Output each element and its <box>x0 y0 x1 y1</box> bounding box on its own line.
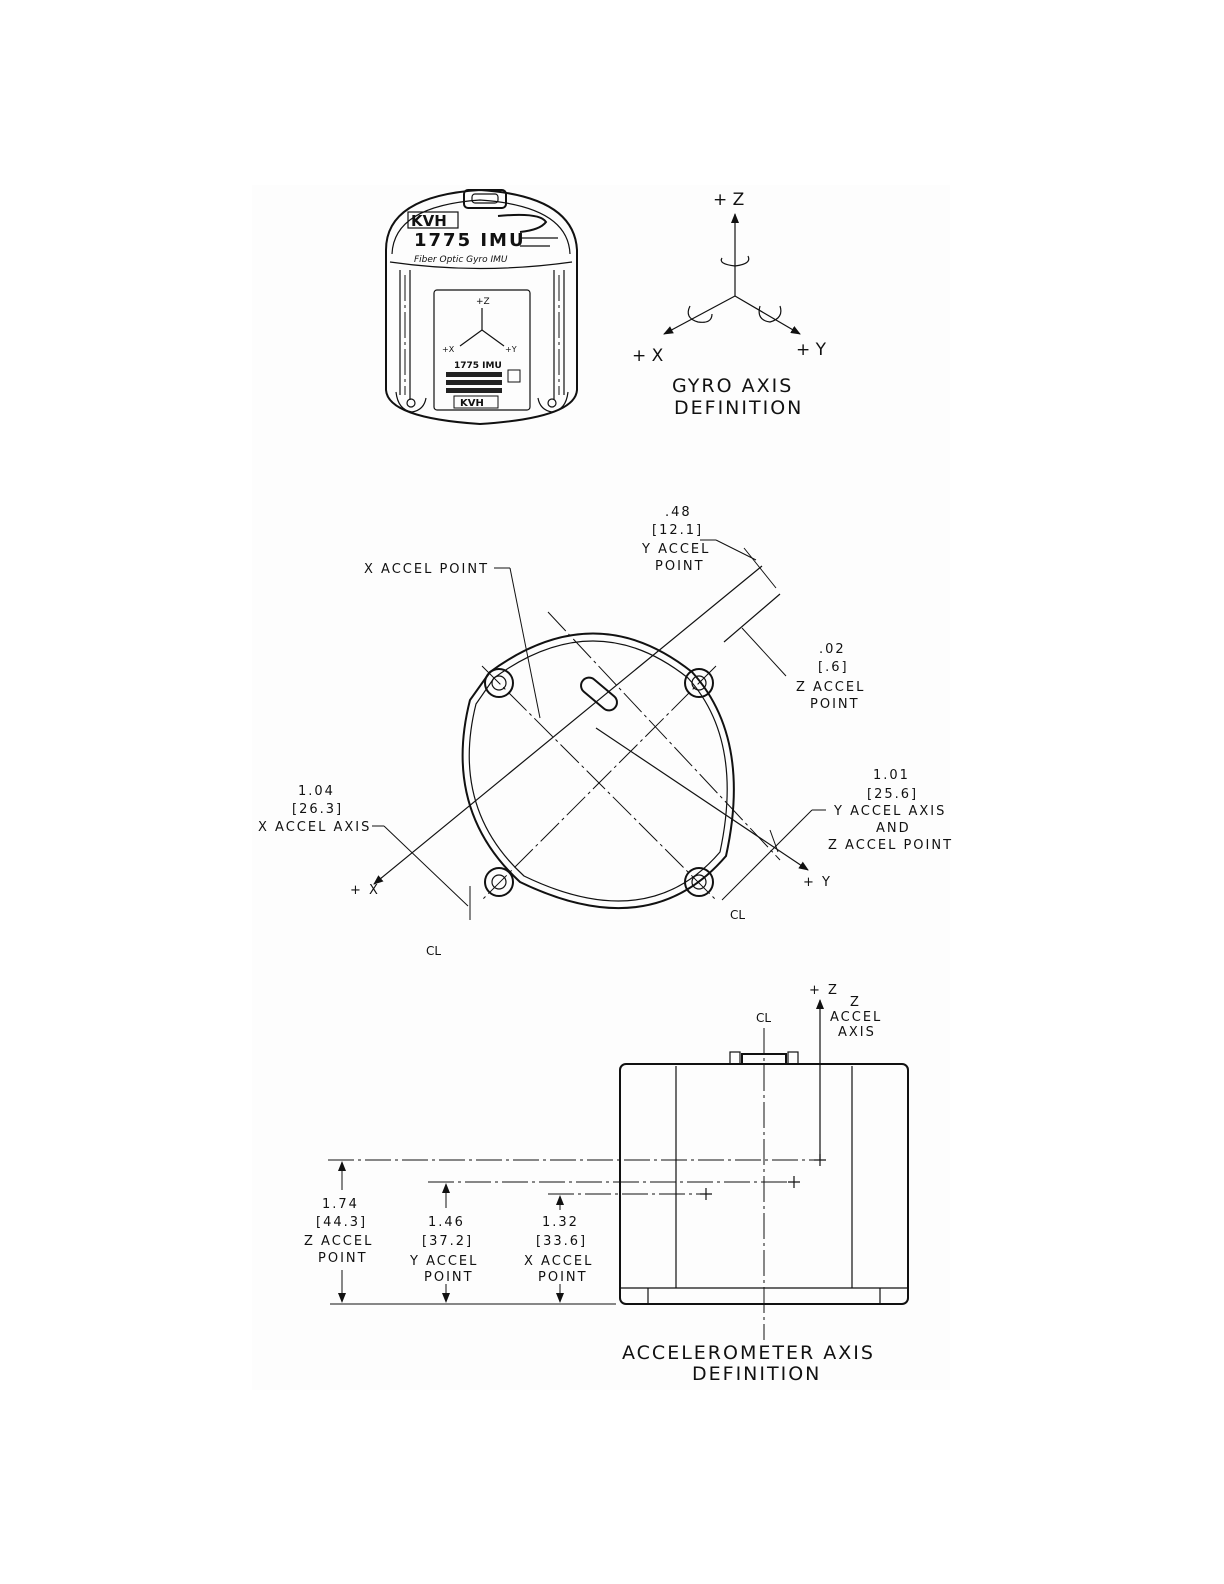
y-accel-point-mm: [12.1] <box>652 523 704 538</box>
top-plus-x: + X <box>350 883 380 898</box>
x-point-line2: POINT <box>538 1270 588 1285</box>
y-point-line1: Y ACCEL <box>410 1254 479 1269</box>
accel-title-1: ACCELEROMETER AXIS <box>622 1342 875 1364</box>
z-point-line1: Z ACCEL <box>304 1234 374 1249</box>
z-accel-axis-3: AXIS <box>838 1025 876 1040</box>
device-label-y: +Y <box>505 345 517 354</box>
z-accel-point-line1: Z ACCEL <box>796 680 866 695</box>
centerline-right: CL <box>730 908 746 922</box>
gyro-axis-x: + X <box>632 346 664 366</box>
device-brand-bottom: KVH <box>460 398 484 409</box>
x-point-inch: 1.32 <box>542 1215 579 1230</box>
y-accel-point-inch: .48 <box>665 505 692 520</box>
z-accel-axis-1: Z <box>850 995 861 1010</box>
x-accel-point-label: X ACCEL POINT <box>364 562 490 577</box>
x-accel-axis-mm: [26.3] <box>292 802 344 817</box>
device-subtitle: Fiber Optic Gyro IMU <box>414 255 508 265</box>
x-point-line1: X ACCEL <box>524 1254 594 1269</box>
x-accel-axis-label: X ACCEL AXIS <box>258 820 372 835</box>
accel-title-2: DEFINITION <box>692 1363 822 1385</box>
y-accel-point-line1: Y ACCEL <box>642 542 711 557</box>
device-label-z: +Z <box>476 297 490 307</box>
z-point-inch: 1.74 <box>322 1197 359 1212</box>
device-label-x: +X <box>442 345 455 354</box>
device-brand: KVH <box>411 212 447 230</box>
side-plus-z: + Z <box>809 983 839 998</box>
y-accel-axis-line2: AND <box>876 821 911 836</box>
device-label-model: 1775 IMU <box>454 361 502 371</box>
y-accel-axis-line3: Z ACCEL POINT <box>828 838 954 853</box>
gyro-title-2: DEFINITION <box>674 397 804 419</box>
gyro-title-1: GYRO AXIS <box>672 375 794 397</box>
z-accel-point-inch: .02 <box>819 642 846 657</box>
x-accel-axis-inch: 1.04 <box>298 784 335 799</box>
y-point-line2: POINT <box>424 1270 474 1285</box>
x-point-mm: [33.6] <box>536 1234 588 1249</box>
gyro-axis-y: + Y <box>796 340 827 360</box>
gyro-axis-z: + Z <box>713 190 745 210</box>
y-accel-axis-mm: [25.6] <box>867 787 919 802</box>
y-point-inch: 1.46 <box>428 1215 465 1230</box>
z-point-line2: POINT <box>318 1251 368 1266</box>
centerline-left: CL <box>426 944 442 958</box>
z-point-mm: [44.3] <box>316 1215 368 1230</box>
y-accel-axis-inch: 1.01 <box>873 768 910 783</box>
side-centerline: CL <box>756 1011 772 1025</box>
y-accel-axis-line1: Y ACCEL AXIS <box>834 804 947 819</box>
y-accel-point-line2: POINT <box>655 559 705 574</box>
y-point-mm: [37.2] <box>422 1234 474 1249</box>
z-accel-axis-2: ACCEL <box>830 1010 883 1025</box>
device-model: 1775 IMU <box>414 230 526 251</box>
z-accel-point-line2: POINT <box>810 697 860 712</box>
top-plus-y: + Y <box>803 875 832 890</box>
z-accel-point-mm: [.6] <box>818 660 849 675</box>
